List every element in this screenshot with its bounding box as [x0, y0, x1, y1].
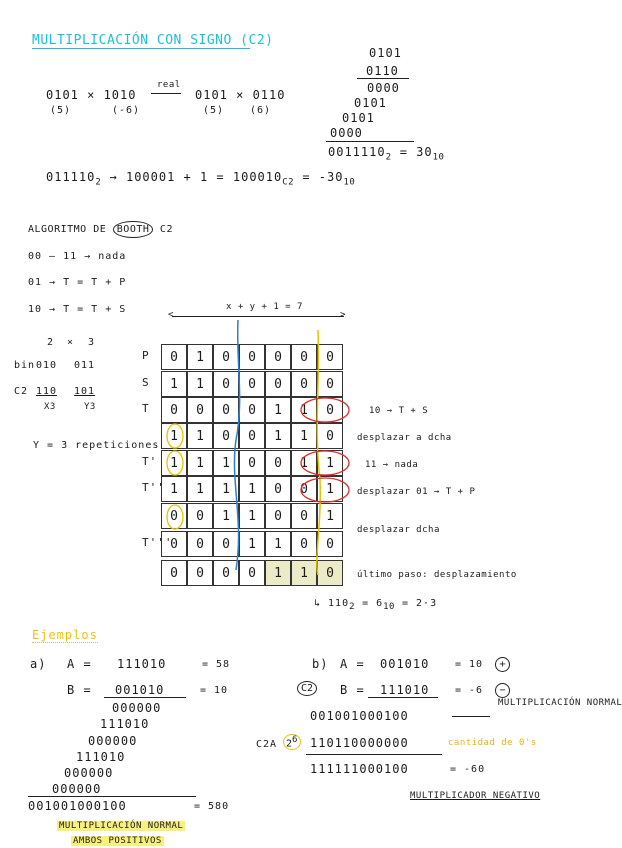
plus-sign-icon: + — [495, 657, 510, 672]
ex-b-B-val: 111010 — [380, 683, 430, 697]
ex-b-final-dec: = -60 — [450, 764, 486, 775]
ex-num-a: 2 — [47, 337, 55, 348]
booth-heading: ALGORITMO DE BOOTH C2 — [28, 224, 173, 235]
grid-cell: 1 — [291, 560, 317, 586]
grid-cell: 0 — [239, 450, 265, 476]
ex-a-B-label: B = — [67, 683, 92, 697]
grid-cell: 1 — [213, 450, 239, 476]
ex-a-partial-2: 111010 — [100, 717, 150, 731]
longmult-line-4: 0101 — [354, 96, 387, 110]
grid-cell: 0 — [239, 371, 265, 397]
grid-cell: 0 — [265, 344, 291, 370]
ex-b-c2a-label: C2A — [256, 739, 278, 750]
grid-cell: 1 — [239, 531, 265, 557]
grid-cell: 1 — [317, 476, 343, 502]
grid-cell: 1 — [213, 476, 239, 502]
longmult-line-2: 0110 — [366, 64, 399, 78]
grid-row-label: T'' — [142, 481, 165, 494]
longmult-line-5: 0101 — [342, 111, 375, 125]
grid-cell: 0 — [317, 560, 343, 586]
grid-cell: 0 — [317, 344, 343, 370]
equation-right: 0101 × 0110 — [195, 88, 286, 102]
grid-cell: 1 — [239, 476, 265, 502]
grid-cell: 0 — [239, 560, 265, 586]
grid-cell: 0 — [265, 371, 291, 397]
ejemplos-heading: Ejemplos — [32, 628, 98, 642]
grid-cell: 0 — [161, 560, 187, 586]
c2-val-a: 110 — [36, 386, 58, 397]
note-3: 11 → nada — [365, 460, 419, 470]
longmult-line-6: 0000 — [330, 126, 363, 140]
c2-sub-b: Y3 — [84, 402, 96, 412]
booth-rule-3: 10 → T = T + S — [28, 304, 127, 315]
grid-cell: 1 — [239, 503, 265, 529]
ex-a-A-dec: = 58 — [202, 659, 231, 670]
grid-cell: 1 — [161, 450, 187, 476]
equation-right-sub-b: (6) — [250, 105, 272, 116]
grid-cell: 0 — [161, 531, 187, 557]
ex-a-partial-1: 000000 — [112, 701, 162, 715]
ex-b-final: 111111000100 — [310, 762, 409, 776]
ex-b-A-dec: = 10 — [455, 659, 484, 670]
grid-cell: 0 — [187, 397, 213, 423]
ex-a-partial-3: 000000 — [88, 734, 138, 748]
longmult-line-3: 0000 — [367, 81, 400, 95]
arrow-label: real — [157, 80, 181, 90]
c2-label: C2 — [14, 386, 29, 397]
span-arrow-left-head: < — [168, 310, 174, 320]
grid-cell: 0 — [213, 344, 239, 370]
ex-a-result-dec: = 580 — [194, 801, 230, 812]
ex-b-label: b) — [312, 657, 329, 671]
ex-num-b: 3 — [88, 337, 96, 348]
ex-a-note-1: MULTIPLICACIÓN NORMAL — [59, 821, 184, 831]
ex-b-product: 001001000100 — [310, 709, 409, 723]
ex-b-rule-1 — [368, 697, 438, 698]
grid-cell: 0 — [161, 503, 187, 529]
grid-cell: 1 — [265, 560, 291, 586]
ex-a-rule-1 — [104, 697, 186, 698]
grid-cell: 0 — [265, 476, 291, 502]
grid-cell: 1 — [317, 450, 343, 476]
grid-cell: 1 — [161, 423, 187, 449]
ex-a-B-dec: = 10 — [200, 685, 229, 696]
grid-cell: 1 — [265, 531, 291, 557]
ex-b-c2-tag: C2 — [297, 681, 317, 696]
bin-val-a: 010 — [36, 360, 58, 371]
grid-cell: 0 — [213, 423, 239, 449]
grid-cell: 0 — [187, 560, 213, 586]
ex-b-B-dec: = -6 — [455, 685, 484, 696]
grid-cell: 1 — [265, 397, 291, 423]
ex-a-rule-2 — [28, 796, 196, 797]
ex-b-c2a-val: 110110000000 — [310, 736, 409, 750]
grid-row-label: T — [142, 402, 150, 415]
grid-cell: 0 — [213, 397, 239, 423]
grid-cell: 1 — [291, 397, 317, 423]
grid-cell: 0 — [161, 397, 187, 423]
grid-cell: 0 — [239, 423, 265, 449]
grid-cell: 0 — [317, 397, 343, 423]
grid-cell: 1 — [213, 503, 239, 529]
c2-val-b: 101 — [74, 386, 96, 397]
booth-rule-1: 00 – 11 → nada — [28, 251, 127, 262]
ex-a-A-label: A = — [67, 657, 92, 671]
ex-b-A-val: 001010 — [380, 657, 430, 671]
equation-left: 0101 × 1010 — [46, 88, 137, 102]
c2-sub-a: X3 — [44, 402, 56, 412]
ex-b-arrow — [452, 716, 490, 717]
equation-left-sub-a: (5) — [50, 105, 72, 116]
ex-a-A-val: 111010 — [117, 657, 167, 671]
ex-a-partial-6: 000000 — [52, 782, 102, 796]
grid-cell: 1 — [187, 344, 213, 370]
grid-cell: 0 — [291, 476, 317, 502]
grid-cell: 0 — [239, 344, 265, 370]
note-4: desplazar 01 → T + P — [357, 487, 476, 497]
ex-b-final-note: MULTIPLICADOR NEGATIVO — [410, 791, 541, 801]
page-title: MULTIPLICACIÓN CON SIGNO (C2) — [32, 33, 274, 48]
note-2: desplazar a dcha — [357, 433, 452, 443]
longmult-result: $0011110_2 = 30_{10}$ — [328, 145, 445, 163]
ex-a-label: a) — [30, 657, 47, 671]
minus-sign-icon: − — [495, 683, 510, 698]
booth-result: ↳ $110_2 = 6_{10} = 2\cdot 3$ — [314, 598, 438, 612]
note-5: desplazar dcha — [357, 525, 440, 535]
grid-cell: 0 — [187, 531, 213, 557]
equation-left-sub-b: (-6) — [112, 105, 141, 116]
equation-right-sub-a: (5) — [203, 105, 225, 116]
conversion-line: $011110_2 \to 100001 + 1 = 100010_{C2} = -30_{10}$ — [46, 170, 356, 188]
bin-val-b: 011 — [74, 360, 96, 371]
grid-cell: 0 — [187, 503, 213, 529]
grid-cell: 1 — [161, 371, 187, 397]
repetitions: Y = 3 repeticiones — [33, 440, 160, 451]
ex-a-result: 001001000100 — [28, 799, 127, 813]
booth-rule-2: 01 → T = T + P — [28, 277, 127, 288]
ex-a-partial-5: 000000 — [64, 766, 114, 780]
span-arrow-right-head: > — [340, 310, 346, 320]
grid-cell: 1 — [265, 423, 291, 449]
grid-cell: 1 — [291, 450, 317, 476]
grid-cell: 0 — [317, 371, 343, 397]
ex-b-A-label: A = — [340, 657, 365, 671]
grid-row-label: S — [142, 376, 150, 389]
longmult-line-1: 0101 — [369, 46, 402, 60]
grid-cell: 1 — [187, 476, 213, 502]
bin-label: bin — [14, 360, 36, 371]
ex-a-partial-4: 111010 — [76, 750, 126, 764]
grid-row-label: P — [142, 349, 150, 362]
ex-b-c2a-note: cantidad de 0's — [448, 738, 537, 748]
grid-row-label: T''' — [142, 536, 173, 549]
grid-cell: 0 — [317, 423, 343, 449]
grid-cell: 1 — [291, 423, 317, 449]
ex-b-rule-2 — [306, 754, 442, 755]
grid-cell: 0 — [317, 531, 343, 557]
grid-cell: 0 — [213, 531, 239, 557]
note-6: último paso: desplazamiento — [357, 570, 517, 580]
grid-cell: 1 — [187, 371, 213, 397]
grid-cell: 0 — [161, 344, 187, 370]
span-label: x + y + 1 = 7 — [226, 302, 303, 312]
grid-row-label: T' — [142, 455, 158, 468]
grid-cell: 0 — [291, 344, 317, 370]
grid-cell: 0 — [213, 371, 239, 397]
grid-cell: 0 — [291, 531, 317, 557]
ex-b-arrow-note: MULTIPLICACIÓN NORMAL — [498, 698, 622, 708]
ex-b-B-label: B = — [340, 683, 365, 697]
note-1: 10 → T + S — [369, 406, 429, 416]
grid-cell: 0 — [265, 450, 291, 476]
grid-cell: 0 — [213, 560, 239, 586]
grid-cell: 1 — [161, 476, 187, 502]
grid-cell: 1 — [187, 450, 213, 476]
ex-times: × — [67, 337, 75, 348]
ex-a-B-val: 001010 — [115, 683, 165, 697]
ex-a-note-2: AMBOS POSITIVOS — [73, 836, 162, 846]
ex-b-c2a-power: $2^6$ — [283, 734, 301, 750]
grid-cell: 0 — [291, 503, 317, 529]
grid-cell: 0 — [265, 503, 291, 529]
grid-cell: 1 — [187, 423, 213, 449]
grid-cell: 0 — [291, 371, 317, 397]
grid-cell: 1 — [317, 503, 343, 529]
grid-cell: 0 — [239, 397, 265, 423]
